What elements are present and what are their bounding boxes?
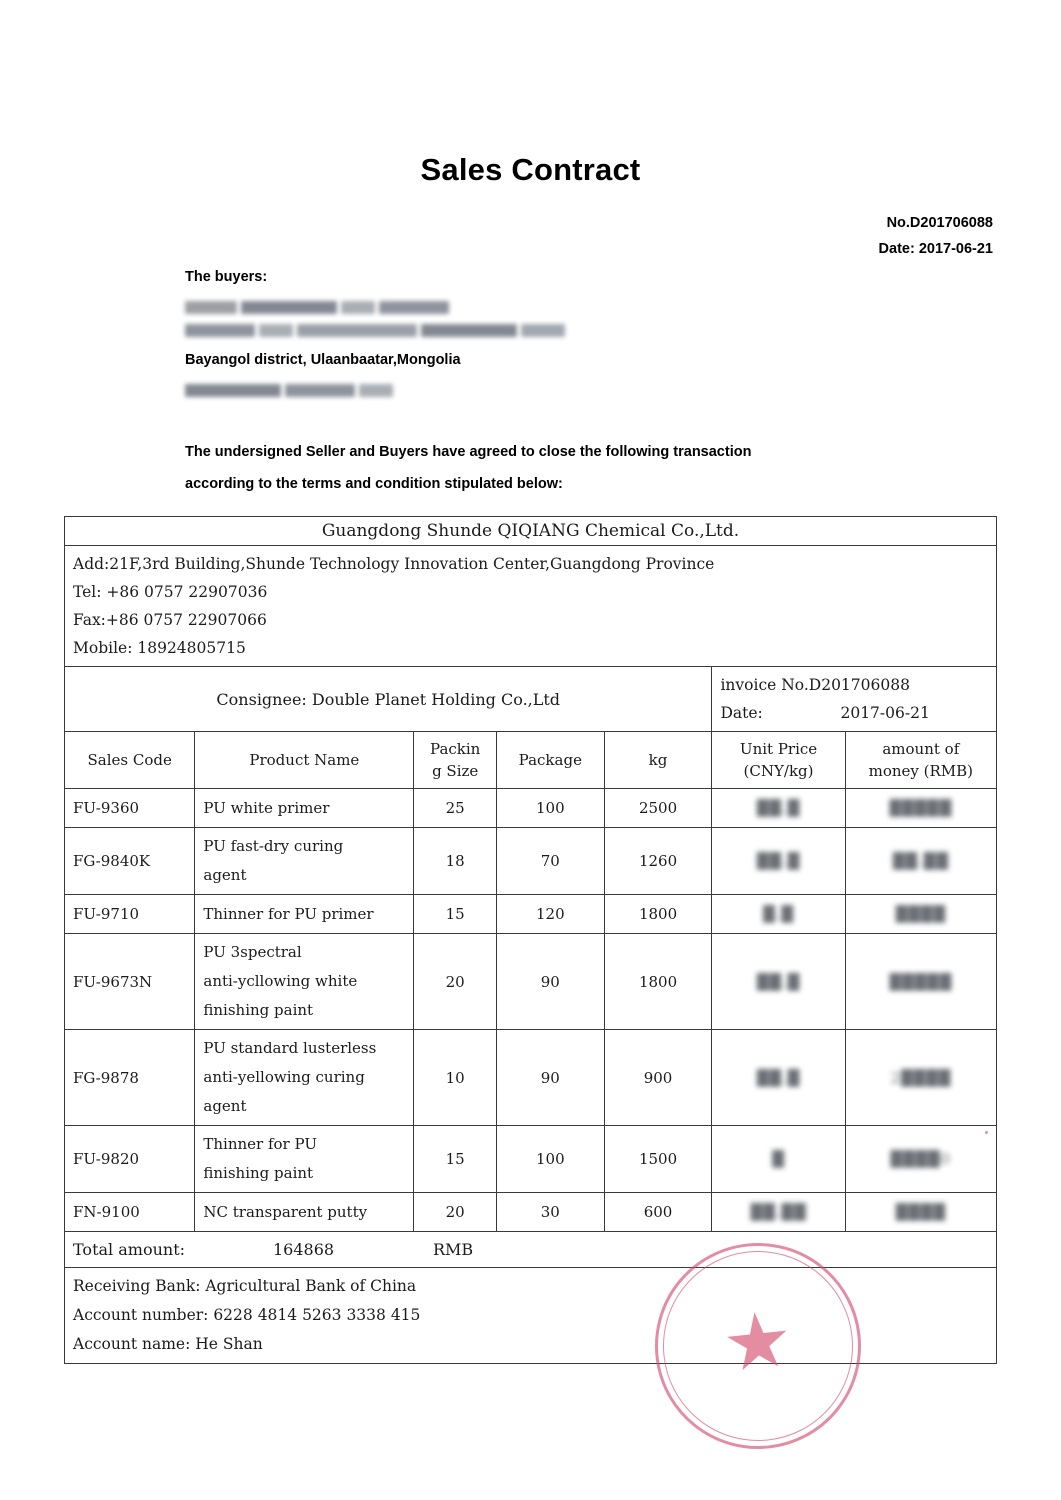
cell-packing-size: 15 [414,1126,497,1193]
product-name-line: Thinner for PU [203,1135,317,1153]
cell-packing-size: 25 [414,789,497,828]
col-header-sales-code: Sales Code [65,732,195,789]
cell-amount [845,828,996,895]
cell-package: 30 [497,1193,605,1232]
product-name-line: PU white primer [203,798,330,817]
contract-number: No.D201706088 [886,215,993,231]
unit-price-value: ██.██ [750,1203,807,1221]
invoice-date-label: Date: [720,704,763,722]
cell-packing-size: 10 [414,1030,497,1126]
invoice-block [712,667,997,732]
table-row [65,789,997,828]
table-row [65,934,997,1030]
table-row [65,1193,997,1232]
price-line-1: Unit Price [739,740,818,758]
cell-sales-code: FU-9360 [65,789,195,828]
unit-price-value: ██.█ [756,852,801,870]
cell-product-name [195,934,414,1030]
cell-amount [845,1193,996,1232]
cell-packing-size: 20 [414,934,497,1030]
unit-price-value: ██.█ [756,1068,801,1087]
invoice-number: invoice No.D201706088 [720,676,910,694]
table-row [65,1030,997,1126]
cell-sales-code: FG-9840K [65,828,195,895]
cell-unit-price [712,789,845,828]
product-name-line: PU 3spectral [203,943,302,961]
cell-sales-code: FN-9100 [65,1193,195,1232]
amount-line-1: amount of [882,740,960,758]
amount-value: 2████ [890,1068,952,1087]
cell-kg: 1800 [604,895,712,934]
seller-tel: Tel: +86 0757 22907036 [73,583,268,601]
product-name-line: finishing paint [203,1164,314,1182]
agreement-line-1: The undersigned Seller and Buyers have agreed to close the following transaction [185,444,752,460]
cell-unit-price [712,1126,845,1193]
col-header-amount [845,732,996,789]
cell-kg: 600 [604,1193,712,1232]
cell-package: 90 [497,1030,605,1126]
page-title: Sales Contract [420,152,641,187]
table-header-row [65,732,997,789]
cell-package: 100 [497,1126,605,1193]
unit-price-value: █.█ [763,905,794,923]
total-cell [65,1232,997,1268]
product-name-line: PU fast-dry curing [203,837,344,855]
seller-contact-block [65,546,997,667]
product-name-line: anti-ycllowing white [203,972,358,990]
seller-company-name: Guangdong Shunde QIQIANG Chemical Co.,Ltd. [65,517,997,546]
agreement-line-2: according to the terms and condition stipulated below: [185,476,563,492]
buyer-name-redacted [185,299,565,315]
cell-unit-price [712,934,845,1030]
invoice-date-value: 2017-06-21 [840,704,930,722]
consignee-text: Consignee: Double Planet Holding Co.,Ltd [65,667,712,732]
amount-value: █████ [889,972,953,991]
product-name-line: NC transparent putty [203,1202,368,1221]
col-header-packing-size [414,732,497,789]
product-name-line: PU standard lusterless [203,1039,377,1057]
total-row [65,1232,997,1268]
consignee-row [65,667,997,732]
amount-line-2: money (RMB) [868,762,974,780]
receiving-bank: Receiving Bank: Agricultural Bank of China [73,1277,417,1295]
table-row [65,828,997,895]
packing-line-2: g Size [432,762,479,780]
product-name-line: finishing paint [203,1001,314,1019]
cell-kg: 1500 [604,1126,712,1193]
bank-details [65,1268,997,1364]
packing-line-1: Packin [430,740,481,758]
product-name-line: agent [203,1097,247,1115]
cell-amount [845,1126,996,1193]
seller-contact-row [65,546,997,667]
total-label: Total amount: [73,1240,186,1259]
cell-sales-code: FU-9820 [65,1126,195,1193]
cell-packing-size: 20 [414,1193,497,1232]
cell-product-name [195,828,414,895]
agreement-text [185,436,751,500]
cell-product-name [195,1193,414,1232]
cell-sales-code: FU-9710 [65,895,195,934]
cell-product-name [195,789,414,828]
buyers-block [185,262,565,405]
cell-package: 100 [497,789,605,828]
cell-packing-size: 18 [414,828,497,895]
cell-kg: 2500 [604,789,712,828]
account-name: Account name: He Shan [73,1335,263,1353]
cell-package: 70 [497,828,605,895]
col-header-product-name: Product Name [195,732,414,789]
cell-sales-code: FU-9673N [65,934,195,1030]
cell-sales-code: FG-9878 [65,1030,195,1126]
contract-table [64,516,997,1364]
buyer-contact-redacted [185,382,565,398]
product-name-line: Thinner for PU primer [203,904,374,923]
account-number: Account number: 6228 4814 5263 3338 415 [73,1306,421,1324]
cell-kg: 900 [604,1030,712,1126]
buyer-address-visible: Bayangol district, Ulaanbaatar,Mongolia [185,352,461,368]
seller-fax: Fax:+86 0757 22907066 [73,611,267,629]
cell-unit-price [712,895,845,934]
bank-row [65,1268,997,1364]
seller-address: Add:21F,3rd Building,Shunde Technology Innovation Center,Guangdong Province [73,555,715,573]
amount-value: █████ [889,799,953,817]
cell-kg: 1800 [604,934,712,1030]
total-currency: RMB [433,1240,474,1259]
cell-product-name [195,1126,414,1193]
cell-unit-price [712,1193,845,1232]
col-header-unit-price [712,732,845,789]
seller-mobile: Mobile: 18924805715 [73,639,246,657]
unit-price-value: █ [772,1150,785,1168]
cell-package: 90 [497,934,605,1030]
cell-amount [845,789,996,828]
col-header-kg: kg [604,732,712,789]
product-name-line: anti-yellowing curing [203,1068,365,1086]
cell-packing-size: 15 [414,895,497,934]
col-header-package: Package [497,732,605,789]
cell-product-name [195,1030,414,1126]
document-meta [879,210,993,262]
cell-kg: 1260 [604,828,712,895]
amount-value: ████0 [890,1150,952,1168]
total-value: 164868 [273,1240,335,1259]
cell-amount [845,934,996,1030]
product-name-line: agent [203,866,247,884]
cell-unit-price [712,828,845,895]
buyers-label: The buyers: [185,269,268,285]
amount-value: ████ [895,1203,946,1221]
buyer-address1-redacted [185,322,565,338]
unit-price-value: ██.█ [756,972,801,991]
price-line-2: (CNY/kg) [743,762,814,780]
amount-value: ████ [895,905,946,923]
table-row [65,1126,997,1193]
unit-price-value: ██.█ [756,799,801,817]
table-row [65,895,997,934]
cell-amount [845,895,996,934]
cell-unit-price [712,1030,845,1126]
contract-date: Date: 2017-06-21 [878,241,993,257]
seller-company-row [65,517,997,546]
cell-amount [845,1030,996,1126]
amount-value: ██.██ [892,852,949,870]
cell-package: 120 [497,895,605,934]
cell-product-name [195,895,414,934]
